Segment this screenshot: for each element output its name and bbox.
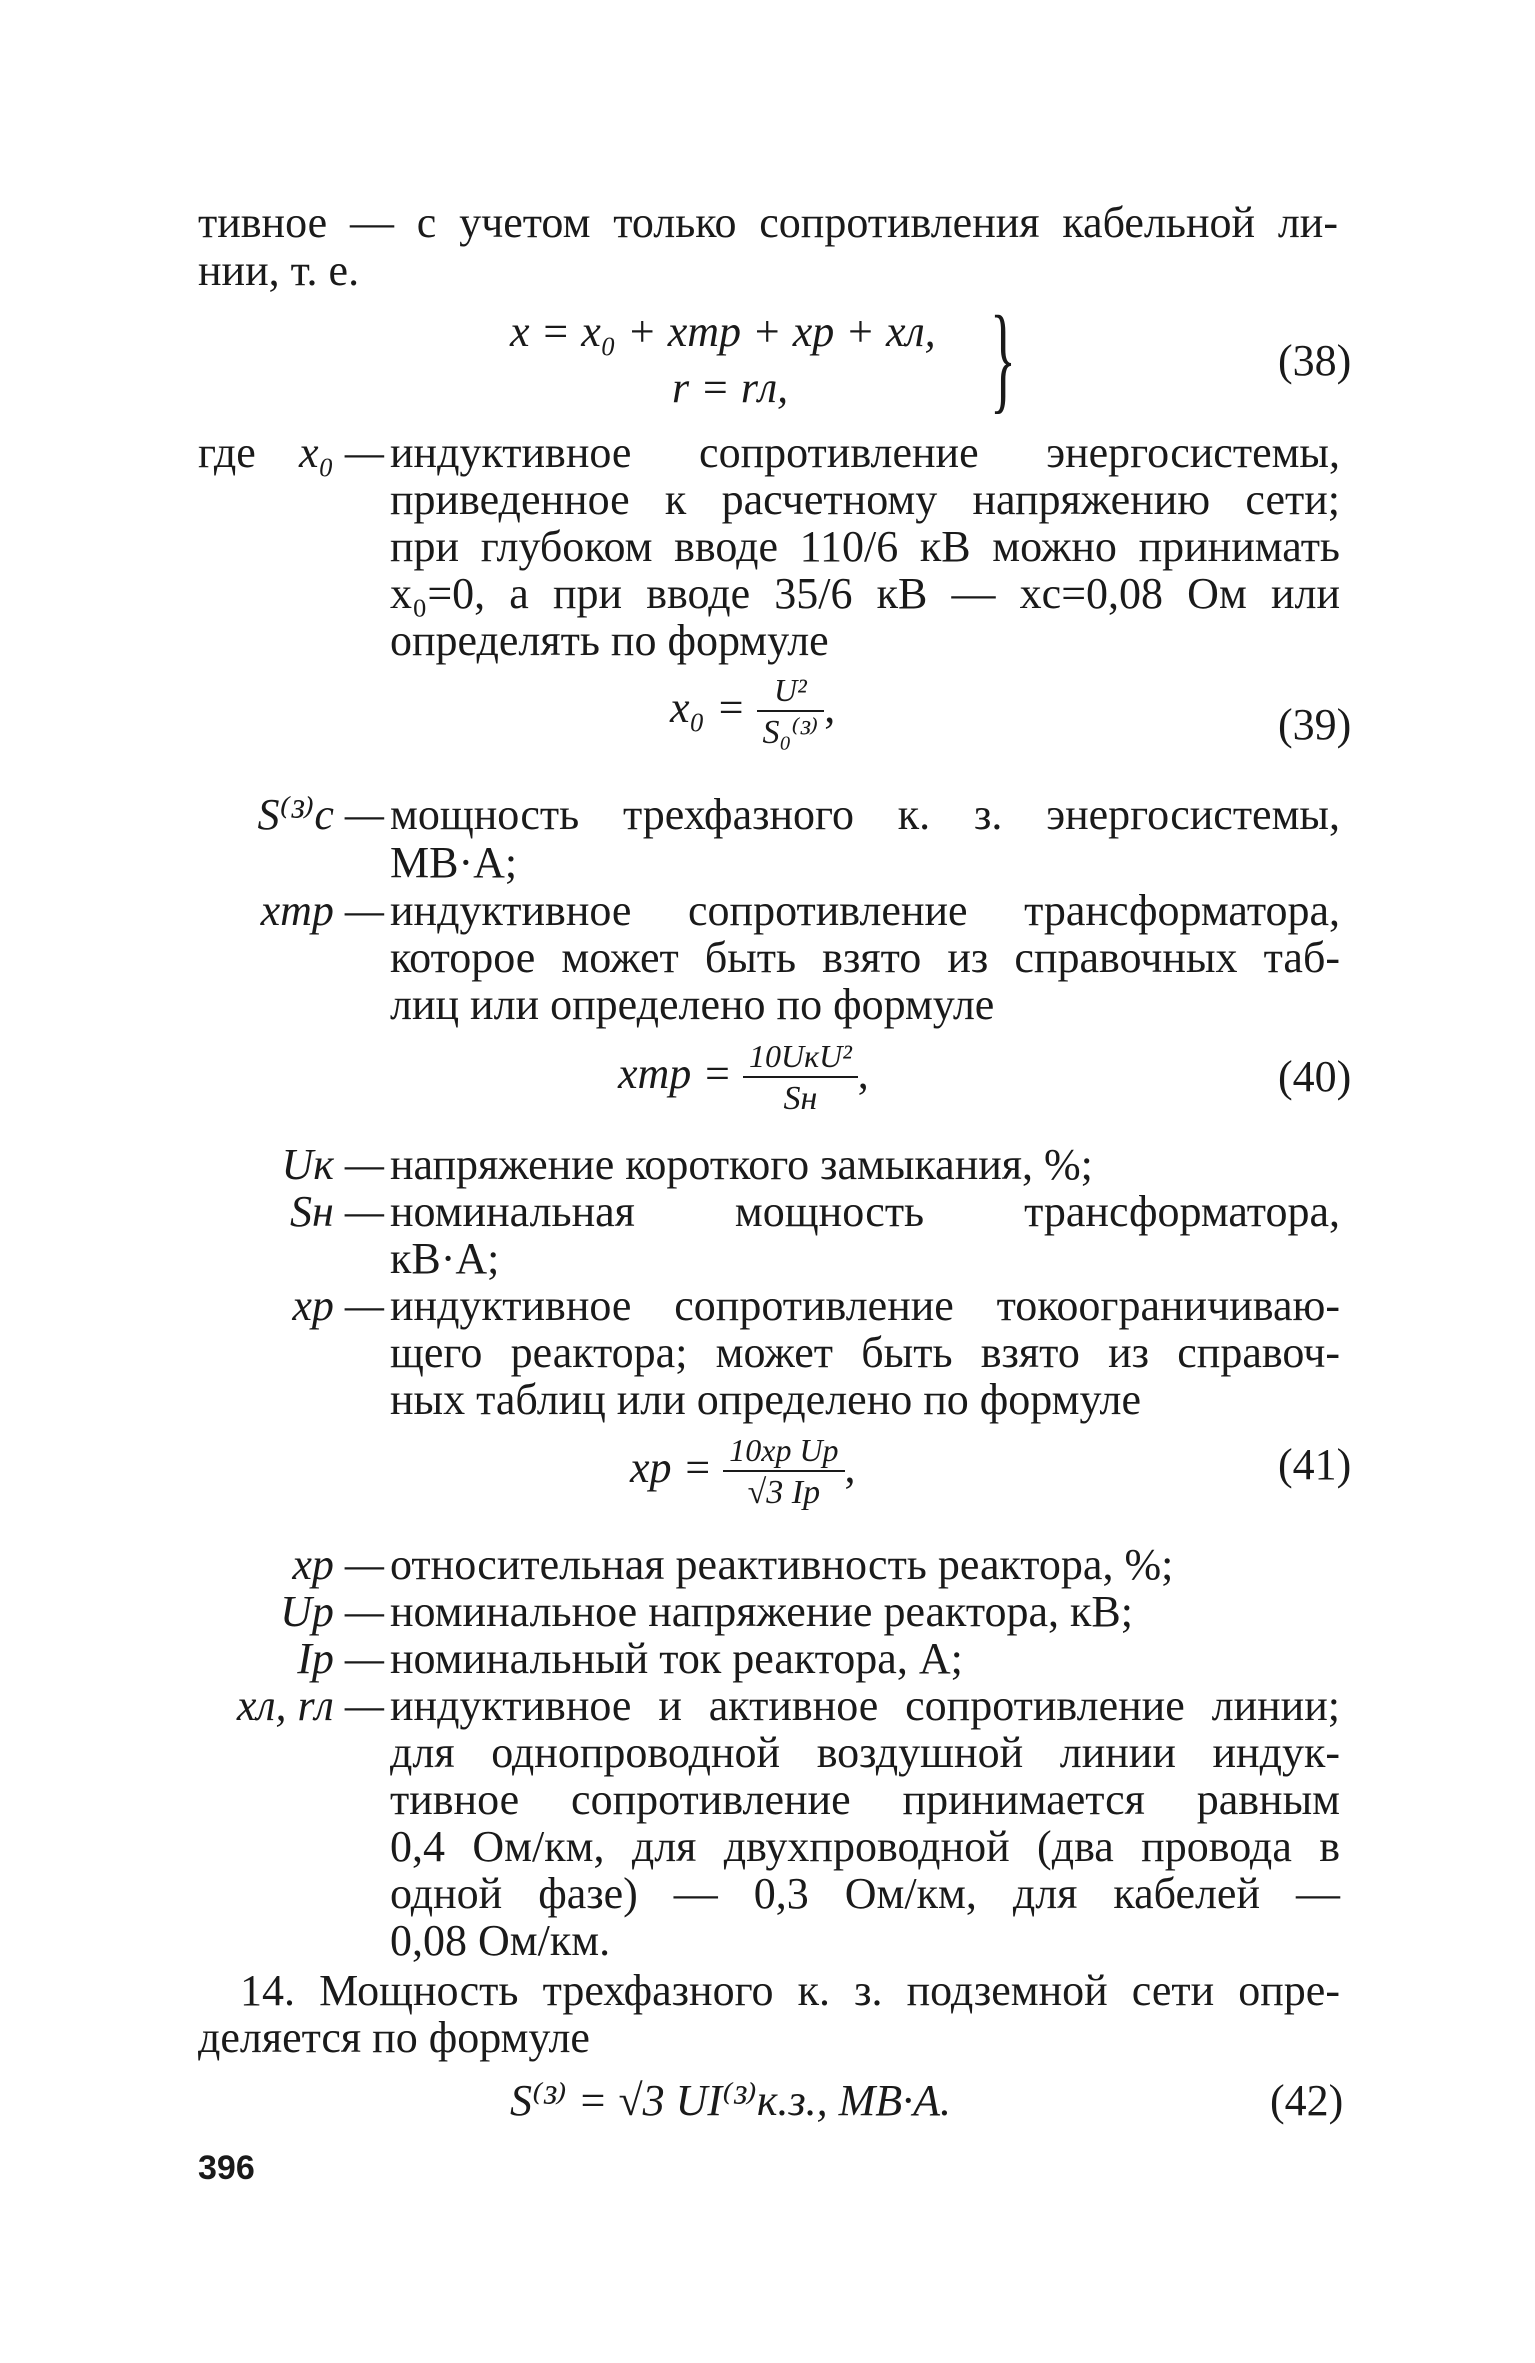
intro-line-2: нии, т. е. xyxy=(198,246,360,295)
def-sn-line-1: номинальная мощность трансформатора, xyxy=(390,1187,1340,1236)
term-xr-relative: xр — xyxy=(292,1540,384,1589)
def-uk-line-1: напряжение короткого замыкания, %; xyxy=(390,1140,1093,1189)
def-xl-line-2: для однопроводной воздушной линии индук- xyxy=(390,1728,1340,1777)
equation-40-comma: , xyxy=(857,1049,869,1099)
intro-line-1: тивное — с учетом только сопротивления кабельной ли- xyxy=(198,198,1338,247)
def-xtr-line-2: которое может быть взято из справочных таб- xyxy=(390,933,1340,982)
def-ir-line-1: номинальный ток реактора, А; xyxy=(390,1634,963,1683)
term-xl-rl: xл, rл — xyxy=(236,1681,384,1730)
term-sc: S⁽³⁾с — xyxy=(257,790,384,839)
equation-41-fraction xyxy=(723,1430,844,1514)
def-xl-line-3: тивное сопротивление принимается равным xyxy=(390,1775,1340,1824)
equation-42-number: (42) xyxy=(1270,2076,1344,2125)
term-sn: Sн — xyxy=(290,1187,384,1236)
equation-40-denominator: Sн xyxy=(743,1076,858,1120)
def-x0-line-5: определять по формуле xyxy=(390,616,829,665)
equation-39-lhs: x₀ = xyxy=(670,683,746,733)
def-xr-line-1: индуктивное сопротивление токоограничиваю- xyxy=(390,1281,1340,1330)
def-sc-line-1: мощность трехфазного к. з. энергосистемы, xyxy=(390,790,1340,839)
equation-41-denominator: √3 Iр xyxy=(723,1470,844,1514)
equation-38-row1: x = x₀ + xтр + xр + xл, xyxy=(510,307,936,356)
equation-39-denominator: S₀⁽³⁾ xyxy=(757,710,825,754)
equation-39-fraction xyxy=(757,670,825,754)
def-x0-line-1: индуктивное сопротивление энергосистемы, xyxy=(390,428,1340,477)
def-xl-line-6: 0,08 Ом/км. xyxy=(390,1916,611,1965)
equation-41-comma: , xyxy=(844,1443,856,1493)
equation-38-row2: r = rл, xyxy=(672,363,789,412)
def-x0-line-4: x₀=0, а при вводе 35/6 кВ — xс=0,08 Ом или xyxy=(390,569,1340,618)
def-xl-line-1: индуктивное и активное сопротивление линии; xyxy=(390,1681,1340,1730)
term-uk: Uк — xyxy=(281,1140,384,1189)
def-x0-line-2: приведенное к расчетному напряжению сети; xyxy=(390,475,1340,524)
def-x0-line-3: при глубоком вводе 110/6 кВ можно принимать xyxy=(390,522,1340,571)
equation-39-comma: , xyxy=(824,683,836,733)
equation-40-numerator: 10UкU² xyxy=(749,1038,852,1074)
page-number: 396 xyxy=(198,2149,255,2187)
equation-41 xyxy=(630,1430,856,1514)
equation-39-number: (39) xyxy=(1278,700,1352,749)
equation-38-number: (38) xyxy=(1278,336,1352,385)
equation-41-numerator: 10xр Uр xyxy=(729,1432,839,1468)
equation-40-lhs: xтр = xyxy=(618,1049,732,1099)
equation-39-numerator: U² xyxy=(774,672,807,708)
def-xr-line-3: ных таблиц или определено по формуле xyxy=(390,1375,1142,1424)
def-ur-line-1: номинальное напряжение реактора, кВ; xyxy=(390,1587,1133,1636)
def-xl-line-4: 0,4 Ом/км, для двухпроводной (два провода в xyxy=(390,1822,1340,1871)
def-xl-line-5: одной фазе) — 0,3 Ом/км, для кабелей — xyxy=(390,1869,1340,1918)
item14-line-1: 14. Мощность трехфазного к. з. подземной сети опре- xyxy=(240,1966,1340,2015)
def-xtr-line-3: лиц или определено по формуле xyxy=(390,980,995,1029)
brace-symbol: } xyxy=(990,291,1016,424)
def-xtr-line-1: индуктивное сопротивление трансформатора, xyxy=(390,886,1340,935)
term-ir: Iр — xyxy=(297,1634,384,1683)
term-xtr: xтр — xyxy=(260,886,384,935)
term-ur: Uр — xyxy=(280,1587,384,1636)
equation-40-fraction xyxy=(743,1036,858,1120)
item14-line-2: деляется по формуле xyxy=(198,2013,590,2062)
def-sc-line-2: МВ·А; xyxy=(390,838,518,887)
where-word: где xyxy=(198,428,256,477)
equation-40-number: (40) xyxy=(1278,1052,1352,1101)
term-x0: x₀ — xyxy=(299,428,384,477)
def-sn-line-2: кВ·А; xyxy=(390,1234,500,1283)
equation-41-lhs: xр = xyxy=(630,1443,713,1493)
def-xr2-line-1: относительная реактивность реактора, %; xyxy=(390,1540,1174,1589)
term-xr: xр — xyxy=(292,1281,384,1330)
equation-39 xyxy=(670,670,835,754)
equation-41-number: (41) xyxy=(1278,1440,1352,1489)
equation-40 xyxy=(618,1036,869,1120)
def-xr-line-2: щего реактора; может быть взято из справоч- xyxy=(390,1328,1340,1377)
equation-42: S⁽³⁾ = √3 UI⁽³⁾к.з., МВ·А. xyxy=(510,2076,952,2125)
